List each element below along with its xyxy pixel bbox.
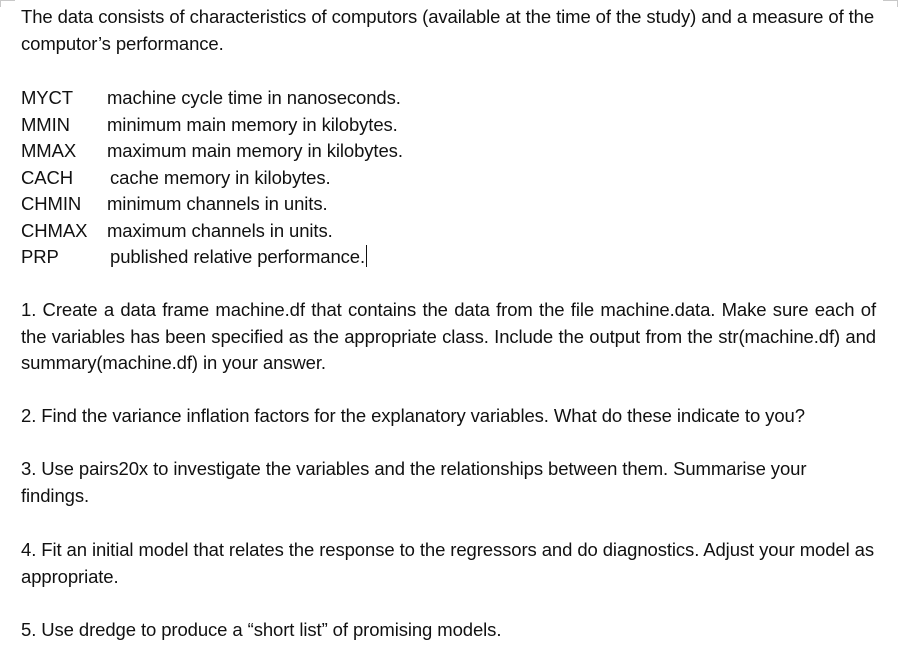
glossary-term[interactable]: CHMIN	[21, 193, 82, 214]
page-corner-mark-left	[0, 0, 15, 7]
glossary-definition[interactable]: minimum main memory in kilobytes.	[107, 113, 398, 135]
question-1[interactable]: 1. Create a data frame machine.df that contains the data from the file machine.data. Make sure each of the variables has been specified as the appropriate class. Include the output from the str(machine.df) and summary(machine.df) in your answer.	[21, 299, 876, 373]
glossary-term[interactable]: MYCT	[21, 87, 74, 108]
glossary-definition[interactable]: minimum channels in units.	[107, 193, 328, 214]
question-2[interactable]: 2. Find the variance inflation factors for the explanatory variables. What do these indicate to you?	[21, 405, 805, 426]
question-4[interactable]: 4. Fit an initial model that relates the response to the regressors and do diagnostics. Adjust your model as appropriate.	[21, 539, 875, 587]
question-5[interactable]: 5. Use dredge to produce a “short list” of promising models.	[21, 619, 502, 640]
question-3[interactable]: 3. Use pairs20x to investigate the variables and the relationships between them. Summarise your findings.	[21, 458, 807, 506]
glossary-term[interactable]: MMIN	[21, 113, 70, 135]
glossary-term[interactable]: PRP	[21, 246, 59, 267]
glossary-definition[interactable]: published relative performance.	[110, 246, 366, 267]
glossary-definition[interactable]: cache memory in kilobytes.	[110, 166, 331, 188]
text-cursor	[366, 245, 367, 267]
glossary-term[interactable]: CACH	[21, 166, 74, 188]
page-corner-mark-right	[883, 0, 898, 7]
glossary-definition[interactable]: maximum channels in units.	[107, 219, 333, 241]
glossary-definition[interactable]: machine cycle time in nanoseconds.	[107, 87, 401, 108]
glossary-term[interactable]: MMAX	[21, 140, 77, 161]
glossary-term[interactable]: CHMAX	[21, 219, 88, 241]
glossary-definition[interactable]: maximum main memory in kilobytes.	[107, 140, 403, 161]
glossary-definition-with-cursor[interactable]	[110, 244, 367, 271]
intro-paragraph[interactable]: The data consists of characteristics of computors (available at the time of the study) and a measure of the computor’s performance.	[21, 6, 875, 54]
